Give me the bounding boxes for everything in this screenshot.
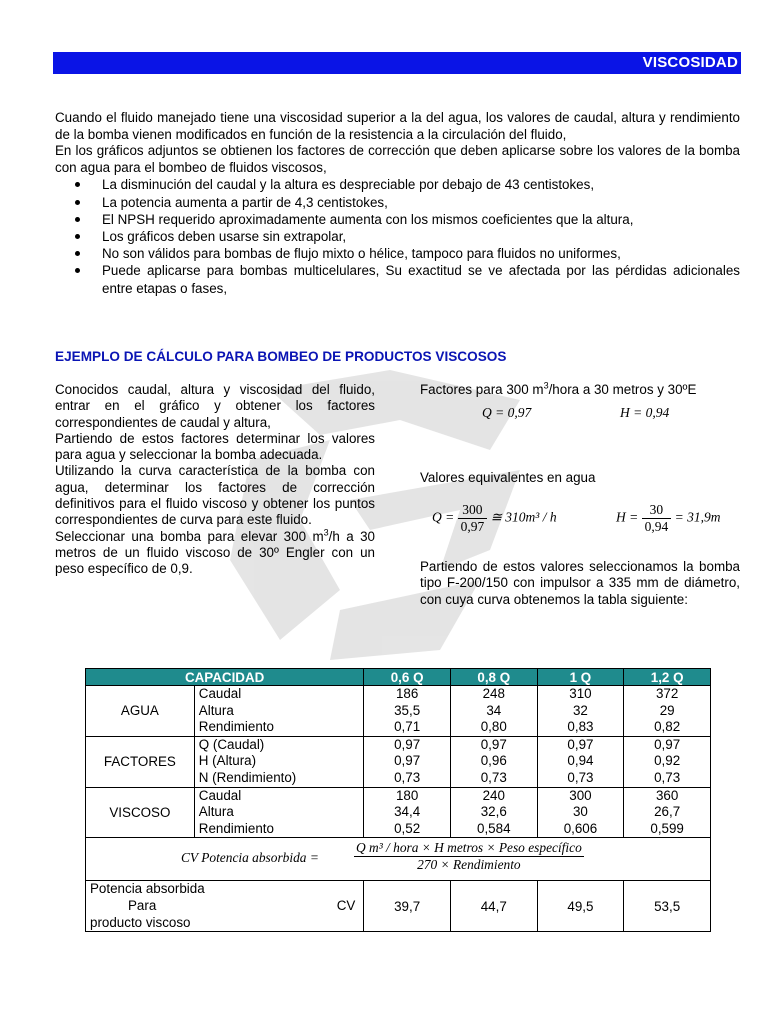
formula-lhs: CV Potencia absorbida = (181, 850, 319, 866)
right-column (420, 382, 740, 398)
equation-h-factor: H = 0,94 (620, 405, 670, 420)
column-header: 1,2 Q (624, 669, 711, 686)
value-cell: 186 35,5 0,71 (364, 686, 451, 737)
bullet-icon (75, 200, 80, 205)
left-paragraph: Conocidos caudal, altura y viscosidad del fluido, entrar en el gráfico y obtener los factores correspondientes de caudal y altura, (55, 382, 375, 430)
power-row-label: Potencia absorbida Para CV producto viscoso (86, 881, 364, 932)
bullet-item: La disminución del caudal y la altura es despreciable por debajo de 43 centistokes, (55, 176, 740, 193)
column-header: 1 Q (537, 669, 624, 686)
left-column (55, 382, 375, 578)
intro-section (55, 110, 740, 297)
table-row (86, 686, 711, 737)
capacity-table (85, 668, 711, 932)
equation-q-factor: Q = 0,97 (482, 405, 532, 420)
value-cell: 0,97 0,97 0,73 (364, 736, 451, 787)
value-cell: 360 26,7 0,599 (624, 787, 711, 838)
table-row (86, 736, 711, 787)
header-bar (53, 52, 741, 74)
bullet-item: El NPSH requerido aproximadamente aumenta con los mismos coeficientes que la altura, (55, 211, 740, 228)
value-cell: 0,97 0,94 0,73 (537, 736, 624, 787)
value-cell: 0,97 0,96 0,73 (450, 736, 537, 787)
right-paragraph: Factores para 300 $m^3$/hora a 30 metros y 30ºE (420, 380, 697, 397)
table-row (86, 881, 711, 932)
value-cell: 300 30 0,606 (537, 787, 624, 838)
value-cell: 44,7 (450, 881, 537, 932)
bullet-item: Los gráficos deben usarse sin extrapolar, (55, 228, 740, 245)
value-cell: 0,97 0,92 0,73 (624, 736, 711, 787)
table-header-row (86, 669, 711, 686)
row-group-label: FACTORES (86, 736, 195, 787)
param-cell: Caudal Altura Rendimiento (194, 787, 364, 838)
row-group-label: VISCOSO (86, 787, 195, 838)
value-cell: 49,5 (537, 881, 624, 932)
param-cell: Q (Caudal) H (Altura) N (Rendimiento) (194, 736, 364, 787)
bullet-icon (75, 217, 80, 222)
right-paragraph: Partiendo de estos valores seleccionamos la bomba tipo F-200/150 con impulsor a 335 mm de diámetro, con cuya curva obtenemos la tabla siguiente: (420, 559, 740, 607)
bullet-icon (75, 234, 80, 239)
bullet-list (55, 176, 740, 296)
bullet-icon (75, 268, 80, 273)
value-cell: 39,7 (364, 881, 451, 932)
formula-fraction: Q m³ / hora × H metros × Peso específico 270 × Rendimiento (356, 840, 582, 873)
equation-h-water: H = $\frac{30}{0,94}$ = 31,9m (616, 502, 721, 534)
equation-q-water: Q = $\frac{300}{0,97}$ ≅ 310m³ / h (432, 502, 557, 534)
right-paragraph: Valores equivalentes en agua (420, 470, 596, 485)
value-cell: 372 29 0,82 (624, 686, 711, 737)
bullet-icon (75, 182, 80, 187)
power-formula (86, 838, 711, 881)
param-cell: Caudal Altura Rendimiento (194, 686, 364, 737)
left-paragraph: Partiendo de estos factores determinar los valores para agua y seleccionar la bomba adecuada. (55, 430, 375, 463)
table-row (86, 838, 711, 881)
bullet-item: No son válidos para bombas de flujo mixto o hélice, tampoco para fluidos no uniformes, (55, 245, 740, 262)
bullet-icon (75, 251, 80, 256)
bullet-item: Puede aplicarse para bombas multicelulares, Su exactitud se ve afectada por las pérdidas adicionales entre etapas o fases, (55, 262, 740, 296)
section-title: EJEMPLO DE CÁLCULO PARA BOMBEO DE PRODUCTOS VISCOSOS (55, 349, 507, 364)
bullet-item: La potencia aumenta a partir de 4,3 centistokes, (55, 194, 740, 211)
column-header: 0,8 Q (450, 669, 537, 686)
value-cell: 240 32,6 0,584 (450, 787, 537, 838)
intro-paragraph: Cuando el fluido manejado tiene una viscosidad superior a la del agua, los valores de caudal, altura y rendimiento de la bomba vienen modificados en función de la resistencia a la circulación del fluido, (55, 110, 740, 142)
intro-paragraph: En los gráficos adjuntos se obtienen los factores de corrección que deben aplicarse sobre los valores de la bomba con agua para el bombeo de fluidos viscosos, (55, 143, 740, 175)
page-title: VISCOSIDAD (642, 54, 738, 71)
value-cell: 53,5 (624, 881, 711, 932)
left-paragraph: Utilizando la curva característica de la bomba con agua, determinar los factores de corrección definitivos para el fluido viscoso y obtener los puntos correspondientes de curva para este fluido. (55, 463, 375, 528)
column-header: CAPACIDAD (86, 669, 364, 686)
value-cell: 180 34,4 0,52 (364, 787, 451, 838)
column-header: 0,6 Q (364, 669, 451, 686)
left-paragraph: Seleccionar una bomba para elevar 300 $m^3/h$ a 30 metros de un fluido viscoso de 30º Engler con un peso específico de 0,9. (55, 527, 375, 577)
value-cell: 310 32 0,83 (537, 686, 624, 737)
row-group-label: AGUA (86, 686, 195, 737)
value-cell: 248 34 0,80 (450, 686, 537, 737)
table-row (86, 787, 711, 838)
